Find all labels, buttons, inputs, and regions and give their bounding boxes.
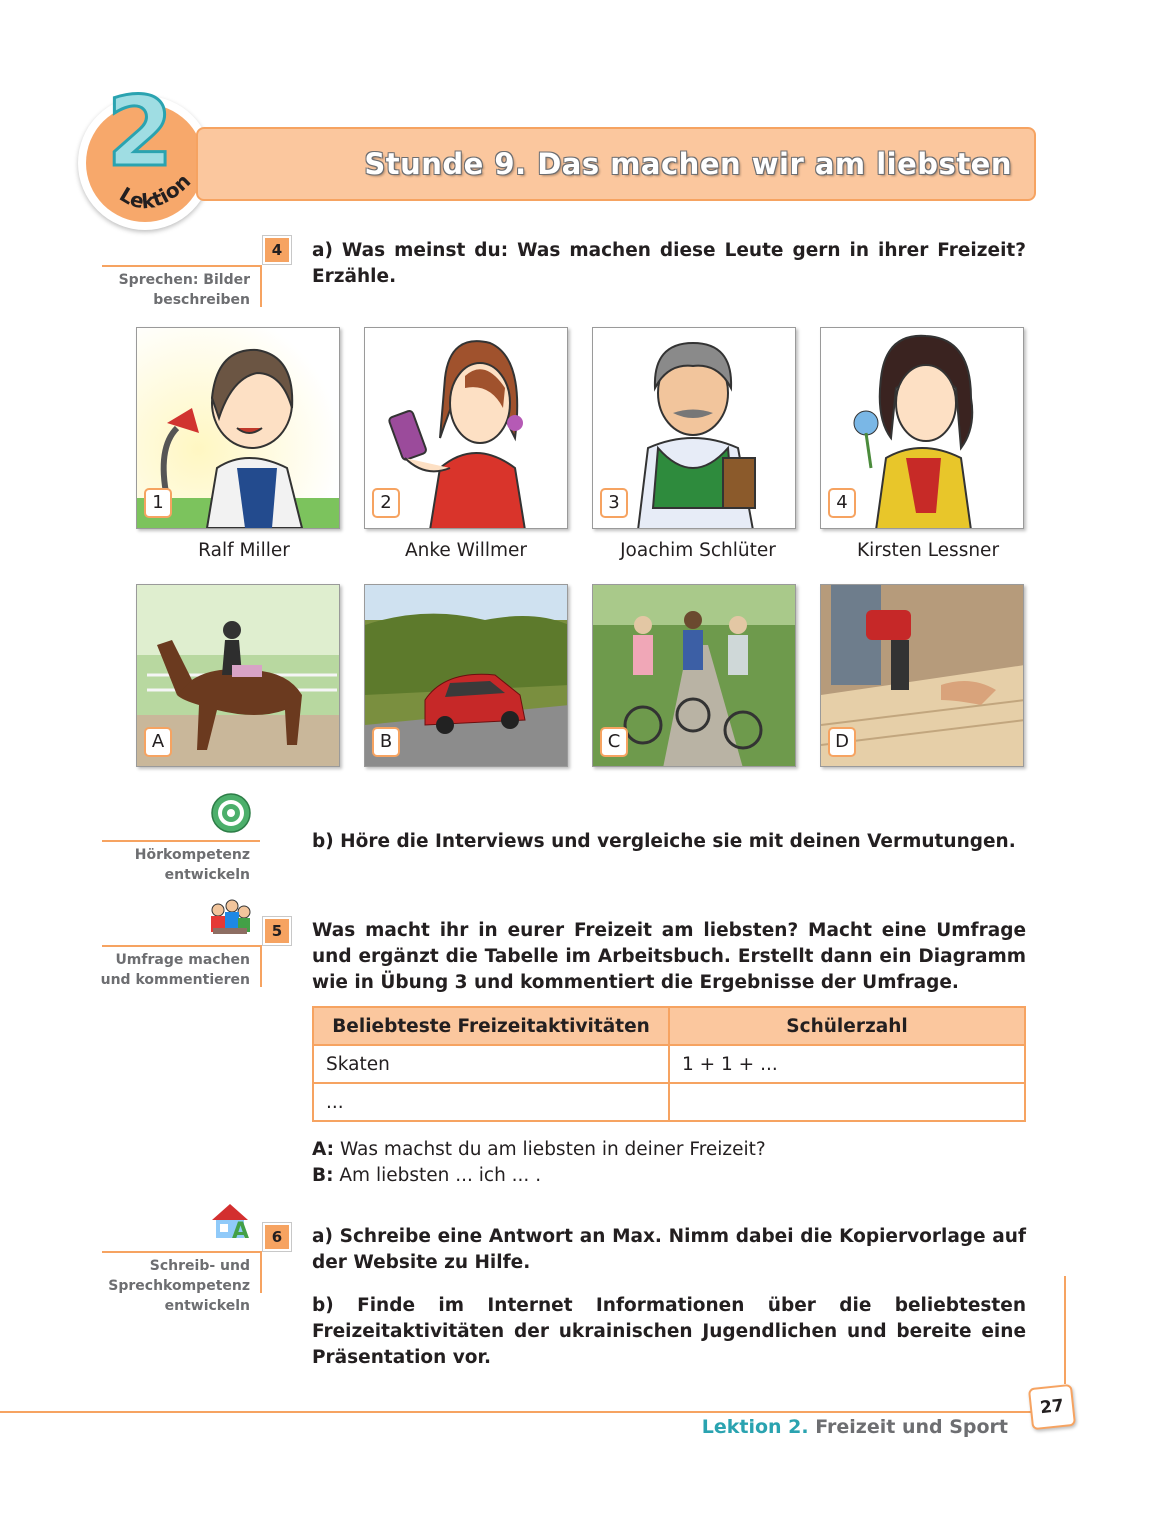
person-name-3: Joachim Schlüter — [620, 540, 776, 561]
exercise-6-number: 6 — [263, 1223, 291, 1251]
exercise-6b-text: b) Finde im Internet Informationen über die beliebtesten Freizeitaktivitäten der ukrainischen Jugendlichen und bereite eine Präsentation vor. — [312, 1295, 1026, 1368]
svg-text:Lektion — [115, 169, 195, 214]
side-label-line: Hörkompetenz — [134, 847, 250, 863]
table-cell: Skaten — [313, 1045, 669, 1083]
svg-text:A: A — [232, 1219, 250, 1240]
footer-rule — [0, 1411, 1040, 1413]
dialog-text: Was machst du am liebsten in deiner Freizeit? — [339, 1139, 766, 1160]
table-cell: ... — [313, 1083, 669, 1121]
person-label-3: 3 — [600, 488, 628, 518]
side-label-line: entwickeln — [164, 867, 250, 883]
side-label-line: Sprechen: Bilder — [118, 272, 250, 288]
person-name-2: Anke Willmer — [404, 540, 527, 561]
cd-icon — [210, 792, 252, 834]
photo-label-b: B — [372, 727, 400, 757]
page-margin-rule — [1064, 1276, 1066, 1384]
page-title: Stunde 9. Das machen wir am liebsten — [364, 147, 1012, 181]
table-header: Schülerzahl — [669, 1007, 1025, 1045]
exercise-4b-text: b) Höre die Interviews und vergleiche sie mit deinen Vermutungen. — [312, 831, 1016, 852]
person-label-2: 2 — [372, 488, 400, 518]
house-letter-icon — [208, 1200, 252, 1240]
photo-label-a: A — [144, 727, 172, 757]
footer-title — [702, 1416, 1008, 1438]
footer-topic: Freizeit und Sport — [815, 1416, 1008, 1438]
dialog-line-a — [312, 1137, 766, 1163]
side-label-writing — [100, 1256, 250, 1316]
photo-label-c: C — [600, 727, 628, 757]
dialog-speaker: A: — [312, 1139, 335, 1160]
footer-lesson: Lektion 2. — [701, 1416, 809, 1438]
side-label-line: beschreiben — [153, 292, 250, 308]
dialog-text: Am liebsten ... ich ... . — [339, 1165, 542, 1186]
side-label-line: Umfrage machen — [115, 952, 250, 968]
side-rule — [102, 840, 260, 842]
exercise-4a-text: a) Was meinst du: Was machen diese Leute gern in ihrer Freizeit? Erzähle. — [312, 240, 1026, 287]
side-rule-vertical — [260, 265, 262, 307]
exercise-5-text: Was macht ihr in eurer Freizeit am liebsten? Macht eine Umfrage und ergänzt die Tabelle im Arbeitsbuch. Erstellt dann ein Diagramm wie in Übung 3 und kommentiert die Ergebnisse der Umfrage. — [312, 920, 1026, 993]
side-rule — [102, 945, 262, 947]
group-people-icon — [208, 898, 252, 936]
side-label-line: Schreib- und — [149, 1258, 250, 1274]
title-bar — [196, 127, 1036, 201]
dialog-speaker: B: — [312, 1165, 334, 1186]
table-cell — [669, 1083, 1025, 1121]
person-name-1: Ralf Miller — [198, 540, 290, 561]
dialog-line-b — [312, 1163, 541, 1189]
table-cell: 1 + 1 + ... — [669, 1045, 1025, 1083]
side-label-line: und kommentieren — [100, 972, 250, 988]
side-label-line: Sprechkompetenz — [108, 1278, 250, 1294]
exercise-5-number: 5 — [263, 917, 291, 945]
survey-table — [312, 1006, 1026, 1122]
side-label-survey — [100, 950, 250, 990]
side-label-speaking — [100, 270, 250, 310]
lesson-number: 2 — [106, 76, 174, 188]
side-label-listening — [100, 845, 250, 885]
person-label-1: 1 — [144, 488, 172, 518]
table-header-row — [313, 1007, 1025, 1045]
page-number: 27 — [1028, 1384, 1076, 1430]
lesson-word-text: Lektion — [115, 168, 196, 214]
exercise-6a-text: a) Schreibe eine Antwort an Max. Nimm dabei die Kopiervorlage auf der Website zu Hilfe. — [312, 1226, 1026, 1273]
side-rule-vertical — [260, 945, 262, 987]
side-rule — [102, 265, 262, 267]
table-row — [313, 1083, 1025, 1121]
side-label-line: entwickeln — [164, 1298, 250, 1314]
photo-label-d: D — [828, 727, 856, 757]
person-name-4: Kirsten Lessner — [856, 540, 1000, 561]
table-header: Beliebteste Freizeitaktivitäten — [313, 1007, 669, 1045]
table-row — [313, 1045, 1025, 1083]
side-rule — [102, 1251, 262, 1253]
person-label-4: 4 — [828, 488, 856, 518]
side-rule-vertical — [260, 1251, 262, 1293]
exercise-4-number: 4 — [263, 236, 291, 264]
